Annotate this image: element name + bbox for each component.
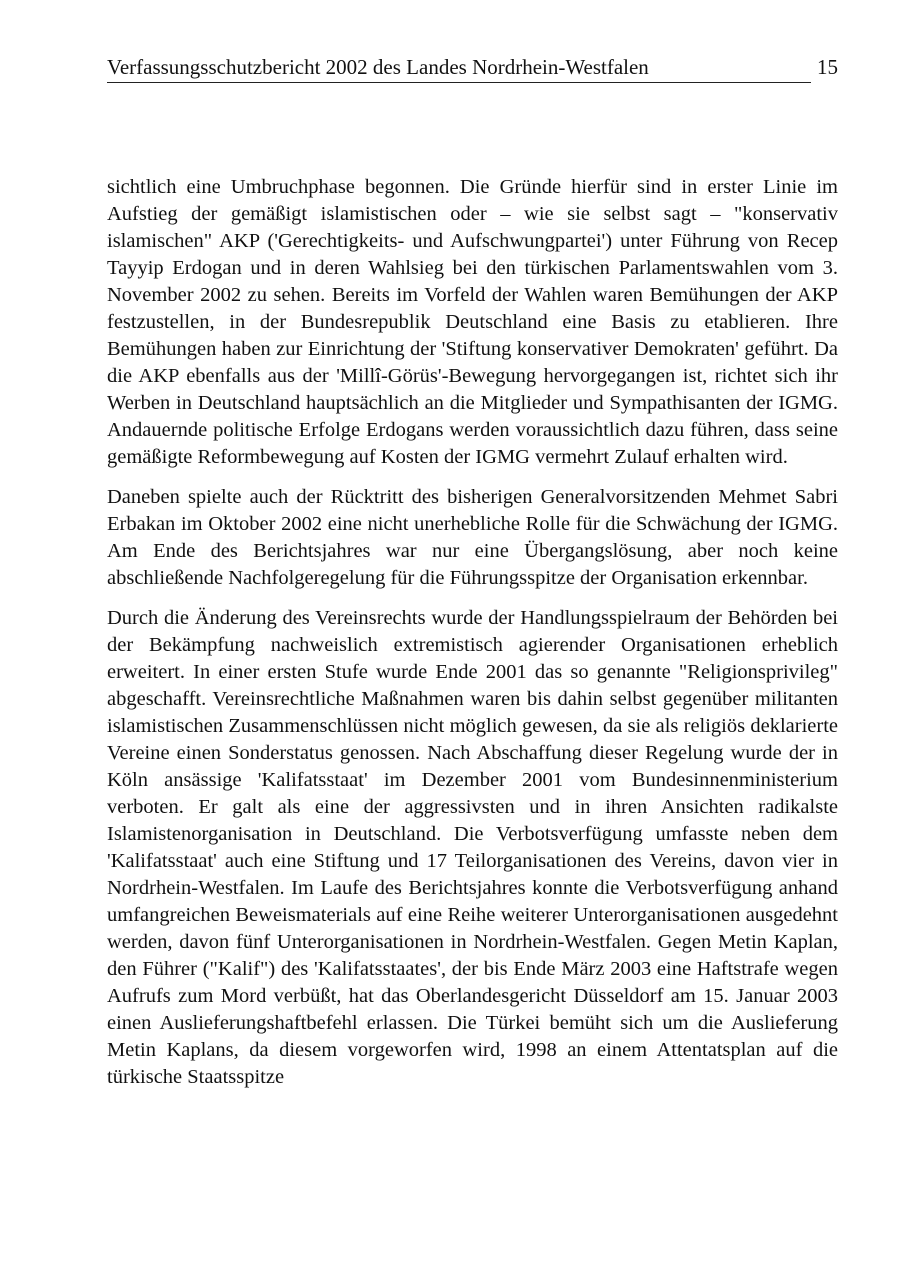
page-number: 15 (817, 55, 838, 79)
paragraph-vereinsrecht: Durch die Änderung des Vereinsrechts wurde der Handlungsspielraum der Behörden bei der Bekämpfung nachweislich extremistisch agierender Organisationen erheblich erweitert. In einer ersten Stufe wurde Ende 2001 das so genannte "Religionsprivileg" abgeschafft. Vereinsrechtliche Maßnahmen waren bis dahin selbst gegenüber militanten islamistischen Zusammenschlüssen nicht möglich gewesen, da sie als religiös deklarierte Vereine einen Sonderstatus genossen. Nach Abschaffung dieser Regelung wurde der in Köln ansässige 'Kalifatsstaat' im Dezember 2001 vom Bundesinnenministerium verboten. Er galt als eine der aggressivsten und in ihren Ansichten radikalste Islamistenorganisation in Deutschland. Die Verbotsverfügung umfasste neben dem 'Kalifatsstaat' auch eine Stiftung und 17 Teilorganisationen des Vereins, davon vier in Nordrhein-Westfalen. Im Laufe des Berichtsjahres konnte die Verbotsverfügung anhand umfangreichen Beweismaterials auf eine Reihe weiterer Unterorganisationen ausgedehnt werden, davon fünf Unterorganisationen in Nordrhein-Westfalen. Gegen Metin Kaplan, den Führer ("Kalif") des 'Kalifatsstaates', der bis Ende März 2003 eine Haftstrafe wegen Aufrufs zum Mord verbüßt, hat das Oberlandesgericht Düsseldorf am 15. Januar 2003 einen Auslieferungshaftbefehl erlassen. Die Türkei bemüht sich um die Auslieferung Metin Kaplans, da diesem vorgeworfen wird, 1998 an einem Attentatsplan auf die türkische Staatsspitze (107, 607, 838, 1088)
paragraph-erbakan-ruecktritt: Daneben spielte auch der Rücktritt des bisherigen Generalvorsitzenden Mehmet Sabri Erbakan im Oktober 2002 eine nicht unerhebliche Rolle für die Schwächung der IGMG. Am Ende des Berichtsjahres war nur eine Übergangslösung, aber noch keine abschließende Nachfolgeregelung für die Führungsspitze der Organisation erkennbar. (107, 486, 838, 589)
paragraph-akp-umbruchphase: sichtlich eine Umbruchphase begonnen. Die Gründe hierfür sind in erster Linie im Aufstieg der gemäßigt islamistischen oder – wie sie selbst sagt – "konservativ islamischen" AKP ('Gerechtigkeits- und Aufschwungpartei') unter Führung von Recep Tayyip Erdogan und in deren Wahlsieg bei den türkischen Parlamentswahlen vom 3. November 2002 zu sehen. Bereits im Vorfeld der Wahlen waren Bemühungen der AKP festzustellen, in der Bundesrepublik Deutschland eine Basis zu etablieren. Ihre Bemühungen haben zur Einrichtung der 'Stiftung konservativer Demokraten' geführt. Da die AKP ebenfalls aus der 'Millî-Görüs'-Bewegung hervorgegangen ist, richtet sich ihr Werben in Deutschland hauptsächlich an die Mitglieder und Sympathisanten der IGMG. Andauernde politische Erfolge Erdogans werden voraussichtlich dazu führen, dass seine gemäßigte Reformbewegung auf Kosten der IGMG vermehrt Zulauf erhalten wird. (107, 176, 838, 468)
header-rule (107, 82, 811, 83)
running-header (107, 54, 838, 84)
body-text (107, 174, 838, 1104)
header-title: Verfassungsschutzbericht 2002 des Landes Nordrhein-Westfalen (107, 55, 649, 79)
